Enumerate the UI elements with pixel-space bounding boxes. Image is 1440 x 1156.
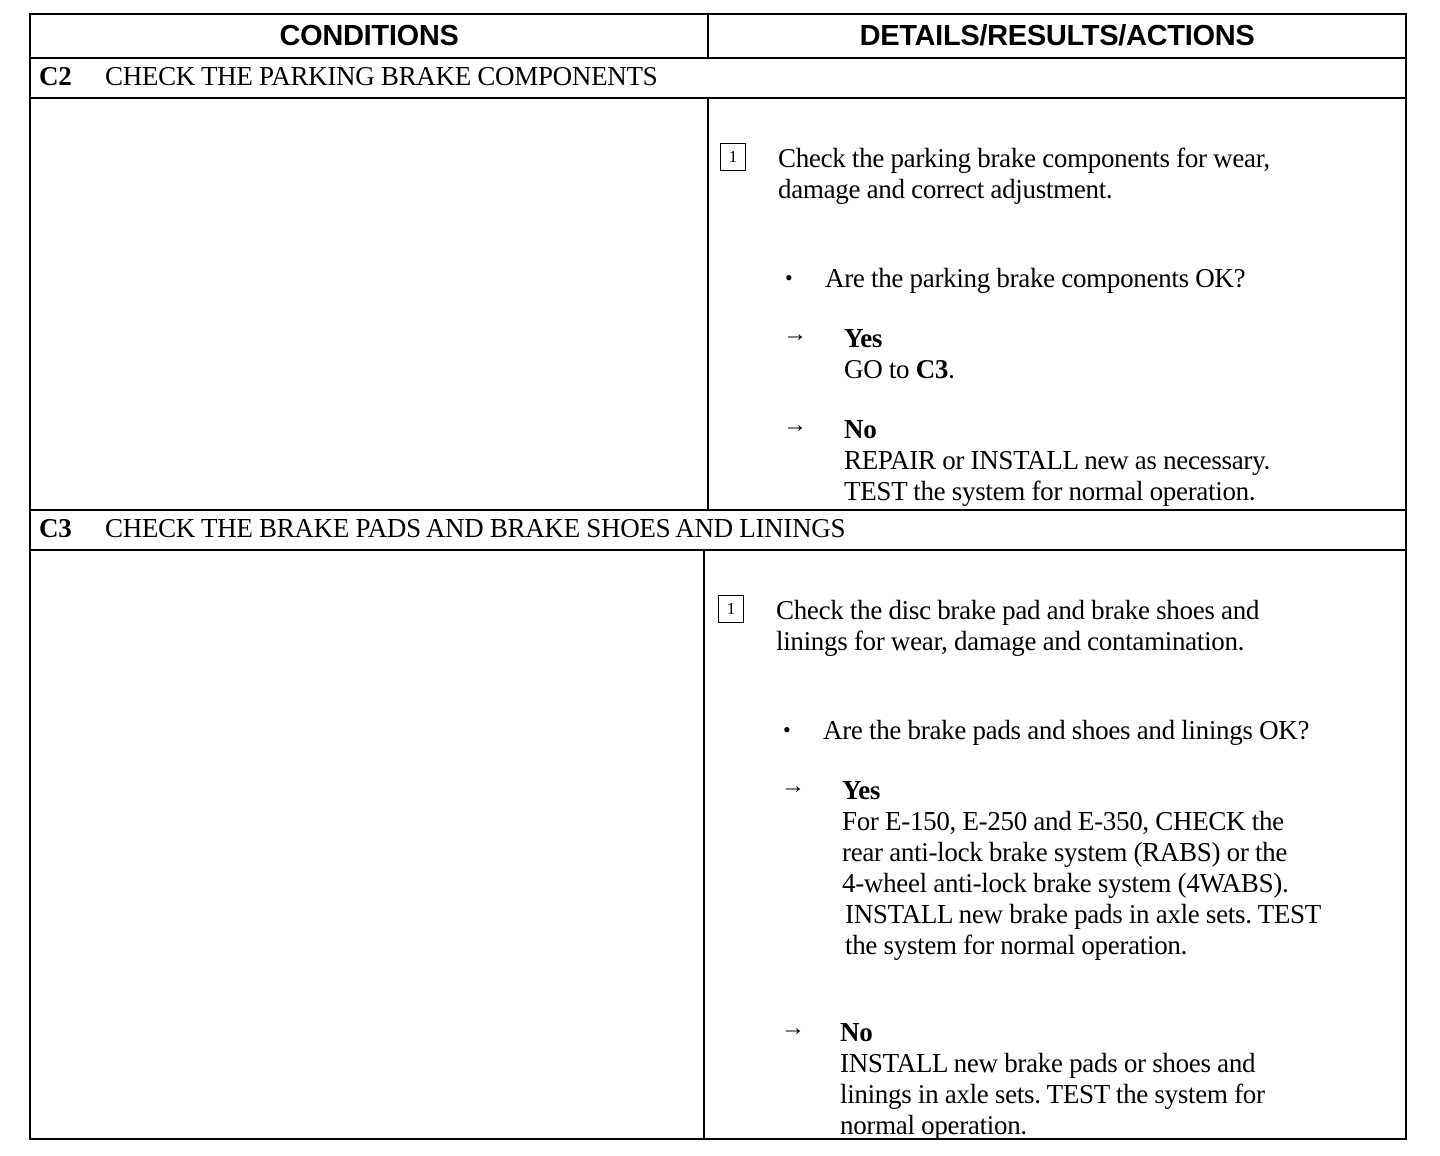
no-action-line: normal operation. (840, 1110, 1027, 1140)
question-text: Are the parking brake components OK? (825, 263, 1246, 293)
divider-c2-title (31, 97, 1405, 99)
yes-action-line: 4-wheel anti-lock brake system (4WABS). (842, 868, 1289, 898)
action-text: GO to (844, 354, 916, 384)
yes-result (844, 323, 955, 385)
yes-result (842, 775, 1321, 961)
yes-action-line: For E-150, E-250 and E-350, CHECK the (842, 806, 1284, 836)
section-code: C2 (39, 61, 72, 91)
yes-action-line: INSTALL new brake pads in axle sets. TEST (845, 899, 1321, 929)
yes-label: Yes (844, 323, 883, 353)
section-heading: CHECK THE BRAKE PADS AND BRAKE SHOES AND LININGS (105, 513, 846, 543)
step-instruction-line: damage and correct adjustment. (778, 174, 1113, 204)
no-label: No (840, 1017, 873, 1047)
arrow-right-icon: → (781, 773, 805, 799)
yes-action (844, 354, 955, 385)
step-number-box: 1 (718, 595, 744, 623)
step-instruction-line: Check the parking brake components for wear, (778, 143, 1270, 173)
section-title-c3 (39, 513, 845, 544)
no-result (840, 1017, 1265, 1141)
diagnostic-table (29, 13, 1407, 1140)
no-action-line: linings in axle sets. TEST the system for (840, 1079, 1265, 1109)
divider-c3-title (31, 549, 1405, 551)
yes-label: Yes (842, 775, 881, 805)
column-divider-c3 (703, 549, 705, 1140)
divider-c2-end (31, 509, 1405, 511)
action-text-suffix: . (948, 354, 955, 384)
arrow-right-icon: → (783, 321, 807, 347)
arrow-right-icon: → (783, 412, 807, 438)
no-label: No (844, 414, 877, 444)
step-number-box: 1 (720, 143, 746, 171)
bullet-icon: • (785, 265, 793, 290)
column-divider-c2 (707, 97, 709, 509)
arrow-right-icon: → (781, 1015, 805, 1041)
no-action-line: REPAIR or INSTALL new as necessary. (844, 445, 1271, 475)
header-details-results-actions: DETAILS/RESULTS/ACTIONS (859, 20, 1255, 52)
no-result (844, 414, 1270, 507)
no-action-line: TEST the system for normal operation. (844, 476, 1256, 506)
section-code: C3 (39, 513, 72, 543)
yes-action-line: rear anti-lock brake system (RABS) or the (842, 837, 1288, 867)
step-instruction-line: linings for wear, damage and contamination. (776, 626, 1245, 656)
step-instruction (778, 143, 1270, 205)
section-title-c2 (39, 61, 657, 92)
section-heading: CHECK THE PARKING BRAKE COMPONENTS (105, 61, 658, 91)
question-text: Are the brake pads and shoes and linings OK? (823, 715, 1310, 745)
step-instruction-line: Check the disc brake pad and brake shoes and (776, 595, 1260, 625)
action-target-ref: C3 (915, 354, 949, 384)
no-action-line: INSTALL new brake pads or shoes and (840, 1048, 1256, 1078)
divider-header (31, 57, 1405, 59)
step-instruction (776, 595, 1259, 657)
header-conditions: CONDITIONS (31, 15, 709, 59)
bullet-icon: • (783, 717, 791, 742)
yes-action-line: the system for normal operation. (845, 930, 1188, 960)
